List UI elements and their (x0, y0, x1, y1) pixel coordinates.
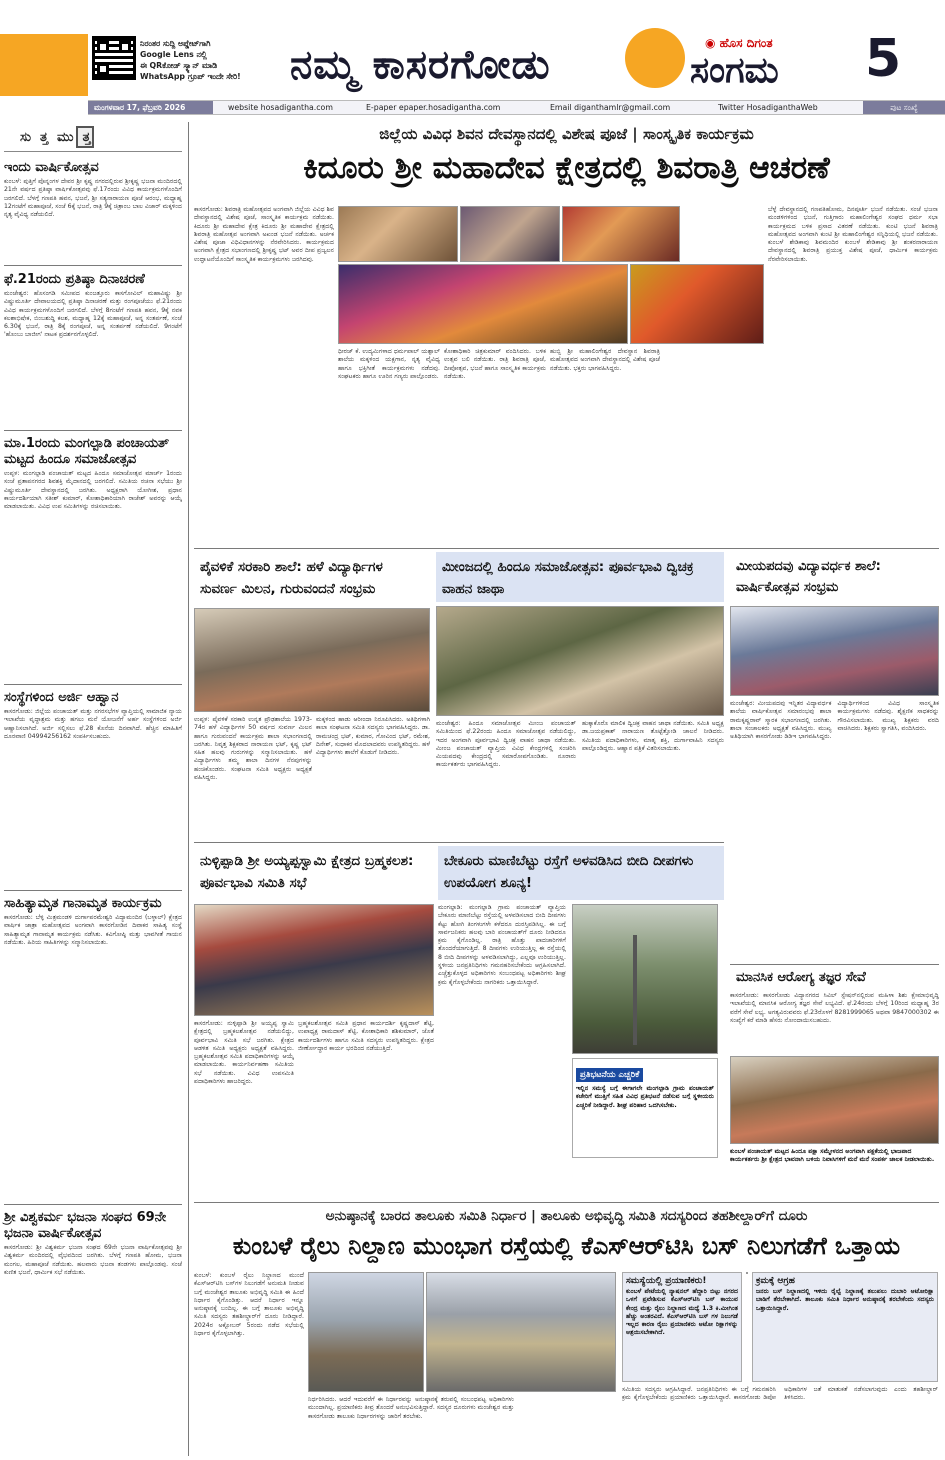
lead-body-col1: ಕಾಸರಗೋಡು: ಶಿವರಾತ್ರಿ ಮಹೋತ್ಸವದ ಅಂಗವಾಗಿ ಜಿಲ್ಲೆಯ ವಿವಿಧ ಶಿವ ದೇವಸ್ಥಾನದಲ್ಲಿ ವಿಶೇಷ ಪೂಜೆ, ಸಾಂಸ್ಕೃತಿಕ ಕಾರ್ಯಕ್ರಮ ನಡೆಯಿತು. ಕಿದೂರು ಶ್ರೀ ಮಹಾದೇವ ಕ್ಷೇತ್ರ ಕಿದೂರು ಶ್ರೀ ಮಹಾದೇವ ಕ್ಷೇತ್ರದಲ್ಲಿ ಶಿವರಾತ್ರಿ ಮಹೋತ್ಸವ ಅಂಗವಾಗಿ ಅಖಂಡ ಭಜನೆ ನಡೆಯಿತು. ಅರ್ಚಕ ವಿಶೇಷ ಪೂಜಾ ವಿಧಿವಿಧಾನಗಳನ್ನು ನೆರವೇರಿಸಿದರು. ಕಾರ್ಯಕ್ರಮದ ಅಂಗವಾಗಿ ಕ್ಷೇತ್ರದ ಸಭಾಂಗಣದಲ್ಲಿ ಶ್ರೀಕೃಷ್ಣ ಭಟ್ ಅವರ ದೀಪ ಪ್ರಜ್ವಲನ ಉದ್ಘಾಟನೆಯೊಂದಿಗೆ ಸಾಂಸ್ಕೃತಿಕ ಕಾರ್ಯಕ್ರಮಗಳು ಜರಗಿದವು. (194, 206, 334, 263)
left-column (4, 122, 184, 1456)
meeting-photo (194, 904, 434, 1016)
bottom-headline: ಕುಂಬಳೆ ರೈಲು ನಿಲ್ದಾಣ ಮುಂಭಾಗ ರಸ್ತೆಯಲ್ಲಿ ಕೆಎಸ್ಆರ್‌ಟಿಸಿ ಬಸ್ ನಿಲುಗಡೆಗೆ ಒತ್ತಾಯ (232, 1232, 901, 1260)
section-title (4, 126, 182, 152)
item-body: ಕಾಸರಗೋಡು: ಜಿಲ್ಲೆಯ ಪಂಚಾಯತ್ ಮತ್ತು ನಗರಸಭೆಗಳ ವ್ಯಾಪ್ತಿಯಲ್ಲಿ ಸಾಮಾಜಿಕ ನ್ಯಾಯ ಇಲಾಖೆಯ ವೃದ್ಧಾಶ್ರಮ ಮತ್ತು ಹಗಲು ಮನೆ ಯೋಜನೆಗೆ ಅರ್ಹ ಸಂಸ್ಥೆಗಳಿಂದ ಅರ್ಜಿ ಆಹ್ವಾನಿಸಲಾಗಿದೆ. ಅರ್ಜಿ ಸಲ್ಲಿಸಲು ಫೆ.28 ಕೊನೆಯ ದಿನವಾಗಿದೆ. ಹೆಚ್ಚಿನ ಮಾಹಿತಿಗೆ ದೂರವಾಣಿ 04994256162 ಸಂಪರ್ಕಿಸಬಹುದು. (4, 708, 182, 740)
warning-box (572, 1058, 718, 1158)
qr-line: Google Lens ನಲ್ಲಿ (140, 50, 207, 59)
health-heading: ಮಾನಸಿಕ ಆರೋಗ್ಯ ತಜ್ಞರ ಸೇವೆ (730, 966, 939, 990)
warning-title: ಪ್ರತಿಭಟನೆಯ ಎಚ್ಚರಿಕೆ (576, 1068, 643, 1082)
email-link[interactable]: Email diganthamlr@gmail.com (550, 103, 671, 112)
lead-body-col2: ಧೀರಜ್ ಕೆ. ಉದ್ಯಮಿಗಳಾದ ಧರ್ಮಪಾಲ್ ಯಶ್ಪಾಲ್ ಶಾಲೆಯ ಮಕ್ಕಳಿಂದ ಯಕ್ಷಗಾನ, ನೃತ್ಯ ವೈವಿಧ್ಯ ಹಾಗೂ ಭಕ್ತಿಗೀತೆ ಕಾರ್ಯಕ್ರಮಗಳು ನಡೆದವು. ಸಂಘಟಕರು ಹಾಗೂ ಊರಿನ ಗಣ್ಯರು ಪಾಲ್ಗೊಂಡರು. (338, 348, 440, 380)
masthead-title: ನಮ್ಮ ಕಾಸರಗೋಡು (290, 42, 551, 88)
item-body: ಕಾಸರಗೋಡು: ಶ್ರೀ ವಿಶ್ವಕರ್ಮ ಭಜನಾ ಸಂಘದ 69ನೇ ಭಜನಾ ವಾರ್ಷಿಕೋತ್ಸವವು ಶ್ರೀ ವಿಶ್ವಕರ್ಮ ಮಂದಿರದಲ್ಲಿ ವೈಭವದಿಂದ ಜರಗಿತು. ಬೆಳಗ್ಗೆ ಗಣಪತಿ ಹೋಮ, ಭಜನಾ ಮಂಗಲ, ಮಹಾಪೂಜೆ ನಡೆಯಿತು. ಹಲವಾರು ಭಜನಾ ತಂಡಗಳು ಪಾಲ್ಗೊಂಡವು. ಸಂಜೆ ಕುಣಿತ ಭಜನೆ, ಧಾರ್ಮಿಕ ಸಭೆ ನಡೆಯಿತು. (4, 1244, 182, 1276)
qr-line: ನಿರಂತರ ಸುದ್ದಿ ಅಪ್ಡೇಟ್‌ಗಾಗಿ (140, 39, 211, 48)
section-divider (194, 1202, 939, 1203)
column-divider (188, 122, 189, 1456)
divider (4, 1204, 182, 1205)
lead-body-col4: ಹುಬ್ಬಿ ಶ್ರೀ ಮಹಾಲಿಂಗೇಶ್ವರ ದೇವಸ್ಥಾನ ಶಿವರಾತ್ರಿ ಮಹೋತ್ಸವದ ಅಂಗವಾಗಿ ದೇವಸ್ಥಾನದಲ್ಲಿ ವಿಶೇಷ ಪೂಜೆ ನಡೆಯಿತು. ಭಕ್ತರು ಭಾಗವಹಿಸಿದ್ದರು. (550, 348, 660, 372)
item-body: ಮಂಜೇಶ್ವರ: ಹೊಸಂಗಡಿ ಸಮೀಪದ ಕುಂಜತ್ತೂರು ಕಾಸಗೋವಿಲ್ ಮಹಾವಿಷ್ಣು ಶ್ರೀ ವಿಷ್ಣುಮೂರ್ತಿ ದೇವಾಲಯದಲ್ಲಿ ಪ್ರತಿಷ್ಠಾ ದಿನಾಚರಣೆ ಮತ್ತು ರಂಗಪೂಜೆಯು ಫೆ.21ರಂದು ವಿವಿಧ ಕಾರ್ಯಕ್ರಮಗಳೊಂದಿಗೆ ಜರಗಲಿದೆ. ಬೆಳಗ್ಗೆ 8ಗಂಟೆಗೆ ಗಣಪತಿ ಹವನ, 9ಕ್ಕೆ ನವಕ ಕಲಶಾಭಿಷೇಕ, ಬಿಂಬಶುದ್ಧಿ ಕಲಶ, ಮಧ್ಯಾಹ್ನ 12ಕ್ಕೆ ಮಹಾಪೂಜೆ, ಅನ್ನ ಸಂತರ್ಪಣೆ, ಸಂಜೆ 6.30ಕ್ಕೆ ಭಜನೆ, ರಾತ್ರಿ 8ಕ್ಕೆ ರಂಗಪೂಜೆ, ಅನ್ನ ಸಂತರ್ಪಣೆ ನಡೆಯಲಿದೆ. 9ಗಂಟೆಗೆ 'ಹೊಂಬು ಬಾಜೀಗ' ನಾಟಕ ಪ್ರದರ್ಶನಗೊಳ್ಳಲಿದೆ. (4, 290, 182, 339)
divider (4, 265, 182, 266)
story-body: ಮಂಜೇಶ್ವರ: ಹಿಂದೂ ಸಮಾಜೋತ್ಸವ ಮೀಂಜ ಪಂಚಾಯತ್ ಸಮಿತಿಯಿಂದ ಫೆ.22ರಂದು ಹಿಂದೂ ಸಮಾಜೋತ್ಸವ ನಡೆಯಲಿದ್ದು, ಇದರ ಅಂಗವಾಗಿ ಪೂರ್ವಭಾವಿ ದ್ವಿಚಕ್ರ ವಾಹನ ಜಾಥಾ ನಡೆಯಿತು. ಮೀಂಜ ಪಂಚಾಯತ್ ವ್ಯಾಪ್ತಿಯ ವಿವಿಧ ಕೇಂದ್ರಗಳಲ್ಲಿ ಸಂಚರಿಸಿ ಮಿಯಪದವು ಕೇಂದ್ರದಲ್ಲಿ ಸಮಾರೋಪಗೊಂಡಿತು. ನೂರಾರು ಕಾರ್ಯಕರ್ತರು ಭಾಗವಹಿಸಿದ್ದರು. (436, 720, 576, 769)
divider (4, 890, 182, 891)
story-headline: ಮೀಯಪದವು ವಿದ್ಯಾವರ್ಧಕ ಶಾಲೆ: ವಾರ್ಷಿಕೋತ್ಸವ ಸಂಭ್ರಮ (730, 552, 939, 602)
health-body: ಕಾಸರಗೋಡು: ಕಾಸರಗೋಡು ವಿದ್ಯಾನಗರದ ಸಿವಿಲ್ ಸ್ಟೇಷನ್‌ನಲ್ಲಿರುವ ಮಹಿಳಾ ಶಿಶು ಕ್ಷೇಮಾಭಿವೃದ್ಧಿ ಇಲಾಖೆಯಲ್ಲಿ ಮಾನಸಿಕ ಆರೋಗ್ಯ ತಜ್ಞರ ಸೇವೆ ಲಭ್ಯವಿದೆ. ಫೆ.24ರಂದು ಬೆಳಗ್ಗೆ 10ರಿಂದ ಮಧ್ಯಾಹ್ನ 3ರ ವರೆಗೆ ಸೇವೆ ಲಭ್ಯ. ಅಗತ್ಯವಿರುವವರು ಫೆ.23ರೊಳಗೆ 8281999065 ಅಥವಾ 9847000302 ಈ ಸಂಖ್ಯೆಗೆ ಕರೆ ಮಾಡಿ ಹೆಸರು ನೋಂದಾಯಿಸಬಹುದು. (730, 992, 939, 1024)
box-title: ಕ್ರಮಕ್ಕೆ ಆಗ್ರಹ (756, 1276, 795, 1286)
qr-line: WhatsApp ಗ್ರೂಪ್ ಇಂದೇ ಸೇರಿ! (140, 72, 241, 81)
item-heading: ಫೆ.21ರಂದು ಪ್ರತಿಷ್ಠಾ ದಿನಾಚರಣೆ (4, 272, 145, 287)
streetlight-photo (572, 904, 718, 1054)
box-body: ಜನರು ಬಸ್ ನಿಲ್ದಾಣದಲ್ಲಿ ಇಳಿದು ರೈಲ್ವೆ ನಿಲ್ದಾಣಕ್ಕೆ ತಲುಪಲು ದುಬಾರಿ ಆಟೋರಿಕ್ಷಾ ಬಾಡಿಗೆ ತೆರಬೇಕಾಗಿದೆ. ತಾಲೂಕು ಸಮಿತಿ ನಿರ್ಧಾರ ಅನುಷ್ಠಾನಕ್ಕೆ ತರಬೇಕೆಂದು ಸದಸ್ಯರು ಒತ್ತಾಯಿಸಿದ್ದಾರೆ. (756, 1288, 934, 1312)
twitter-link[interactable]: Twitter HosadiganthaWeb (718, 103, 818, 112)
campaign-photo (730, 1056, 939, 1144)
masthead (0, 0, 945, 100)
story-body: ಮಕ್ಕಳಿಂದ ಹಾಡು ಆರೀಂದಾ ನಿರೂಪಿಸಿದರು. ಅತಿಥಿಗಳಾಗಿ ಕಾಲಾ ಸಂಘಟನಾ ಸಮಿತಿ ಸದಸ್ಯರು ಭಾಗವಹಿಸಿದ್ದರು. ಡಾ. ರಾಮಚಂದ್ರ ಭಟ್, ಕುಮಾರ, ಗೋವಿಂದ ಭಟ್, ರಮೇಶ, ದಿನೇಶ್, ಸುಧಾಕರ ಮೊದಲಾದವರು ಉಪಸ್ಥಿತರಿದ್ದರು. ಹಳೆ ವಿದ್ಯಾರ್ಥಿಗಳು ಶಾಲೆಗೆ ಕೊಡುಗೆ ನೀಡಿದರು. (316, 716, 430, 757)
supplement-circle (625, 28, 685, 88)
left-item (4, 160, 182, 270)
website-link[interactable]: website hosadigantha.com (228, 103, 333, 112)
item-heading: ಸಾಹಿತ್ಯಾಮೃತ ಗಾನಾಮೃತ ಕಾರ್ಯಕ್ರಮ (4, 896, 162, 911)
brand-icon: ◉ (705, 36, 720, 50)
date-bar (88, 100, 945, 115)
lead-kicker: ಜಿಲ್ಲೆಯ ವಿವಿಧ ಶಿವನ ದೇವಸ್ಥಾನದಲ್ಲಿ ವಿಶೇಷ ಪೂಜೆ | ಸಾಂಸ್ಕೃತಿಕ ಕಾರ್ಯಕ್ರಮ (379, 125, 754, 143)
story-body: ಬ್ರಹ್ಮಕಲಶೋತ್ಸವ ಸಮಿತಿ ಪ್ರಧಾನ ಕಾರ್ಯದರ್ಶಿ ಕೃಷ್ಣದಾಸ್ ಶೆಟ್ಟಿ, ಉಪಾಧ್ಯಕ್ಷ ರಾಮದಾಸ್ ಶೆಟ್ಟಿ, ಕೋಶಾಧಿಕಾರಿ ಶಶಿಕುಮಾರ್, ಜೊತೆ ಕಾರ್ಯದರ್ಶಿಗಳು ಹಾಗೂ ಸಮಿತಿ ಸದಸ್ಯರು ಉಪಸ್ಥಿತರಿದ್ದರು. ಕ್ಷೇತ್ರದ ಜೀರ್ಣೋದ್ಧಾರ ಕಾರ್ಯ ಭರದಿಂದ ನಡೆಯುತ್ತಿದೆ. (298, 1020, 434, 1052)
item-heading: ಇಂದು ವಾರ್ಷಿಕೋತ್ಸವ (4, 160, 99, 175)
lead-photo-ceremony (338, 206, 458, 262)
left-item (4, 436, 182, 676)
story-headline: ಬೇಕೂರು ಮಾಣಿಬೆಟ್ಟು ರಸ್ತೆಗೆ ಅಳವಡಿಸಿದ ಬೀದಿ ದೀಪಗಳು ಉಪಯೋಗ ಶೂನ್ಯ! (438, 846, 724, 900)
left-item (4, 1210, 182, 1430)
item-body: ಉಪ್ಪಳ: ಮಂಗಲ್ಪಾಡಿ ಪಂಚಾಯತ್ ಮಟ್ಟದ ಹಿಂದೂ ಸಮಾಜೋತ್ಸವ ಮಾರ್ಚ್ 1ರಂದು ಸಂಜೆ ಪ್ರತಾಪನಗರದ ಶಿವಶಕ್ತಿ ಮೈದಾನದಲ್ಲಿ ಜರಗಲಿದೆ. ಸಮಿತಿಯ ರಚನಾ ಸಭೆಯು ಶ್ರೀ ವಿಷ್ಣುಮೂರ್ತಿ ದೇವಸ್ಥಾನದಲ್ಲಿ ಜರಗಿತು. ಅಧ್ಯಕ್ಷರಾಗಿ ಯೋಗೀಶ, ಪ್ರಧಾನ ಕಾರ್ಯದರ್ಶಿಯಾಗಿ ಸತೀಶ್ ಕುಮಾರ್, ಕೋಶಾಧಿಕಾರಿಯಾಗಿ ರಾಜೇಶ್ ಅವರನ್ನು ಆಯ್ಕೆ ಮಾಡಲಾಯಿತು. ವಿವಿಧ ಉಪ ಸಮಿತಿಗಳನ್ನು ರಚಿಸಲಾಯಿತು. (4, 470, 182, 511)
item-heading: ಮಾ.1ರಂದು ಮಂಗಲ್ಪಾಡಿ ಪಂಚಾಯತ್ ಮಟ್ಟದ ಹಿಂದೂ ಸಮಾಜೋತ್ಸವ (4, 436, 170, 467)
lead-photo-dancers (338, 264, 628, 344)
lead-body-col5: ಬೆಳ್ಳೆ ದೇವಸ್ಥಾನದಲ್ಲಿ ಗಣಪತಿಹೋಮ, ದಿನಪೂರ್ತಿ ಭಜನೆ ನಡೆಯಿತು. ಸಂಜೆ ಭಜನಾ ಮಂಡಳಿಗಳಿಂದ ಭಜನೆ, ಗುತ್ತಿಗಾರು ಮಹಾಲಿಂಗೇಶ್ವರ ಸಂಘದ ಧರ್ಮ ಸಭಾ ಕಾರ್ಯಕ್ರಮದ ಬಳಿಕ ಪ್ರಸಾದ ವಿತರಣೆ ನಡೆಯಿತು. ಕುಂಟಿ ಭಜನೆ ಶಿವರಾತ್ರಿ ಮಹೋತ್ಸವದ ಅಂಗವಾಗಿ ಕುಂಟಿ ಶ್ರೀ ಮಹಾಲಿಂಗೇಶ್ವರ ಸನ್ನಿಧಿಯಲ್ಲಿ ಭಜನೆ ನಡೆಯಿತು. ಕುಂಬಳೆ ಶೇಡಿಕಾವು ಶಿವಮಂದಿರ ಕುಂಬಳೆ ಶೇಡಿಕಾವು ಶ್ರೀ ಶಂಕರನಾರಾಯಣ ದೇವಸ್ಥಾನದಲ್ಲಿ ಶಿವರಾತ್ರಿ ಪ್ರಯುಕ್ತ ವಿಶೇಷ ಪೂಜೆ, ಧಾರ್ಮಿಕ ಕಾರ್ಯಕ್ರಮ ನೆರವೇರಿಸಲಾಯಿತು. (768, 206, 938, 263)
section-divider (194, 842, 724, 843)
divider (4, 684, 182, 685)
date: ಮಂಗಳವಾರ 17, ಫೆಬ್ರವರಿ 2026 (88, 101, 213, 114)
left-item (4, 272, 182, 408)
bottom-body-col5: ಸಮಿತಿಯ ಸದಸ್ಯರು ಆಗ್ರಹಿಸಿದ್ದಾರೆ. ಜನಪ್ರತಿನಿಧಿಗಳು ಈ ಬಗ್ಗೆ ಗಮನಹರಿಸಿ ಕ್ರಮ ಕೈಗೊಳ್ಳಬೇಕೆಂದು ಪ್ರಯಾಣಿಕರು ಒತ್ತಾಯಿಸಿದ್ದಾರೆ. ಕಾಸರಗೋಡು ಡಿಪೋ ಅಧಿಕಾರಿಗಳ ಜತೆ ಮಾತುಕತೆ ನಡೆಸಲಾಗುವುದು ಎಂದು ತಹಶೀಲ್ದಾರ್ ತಿಳಿಸಿದರು. (622, 1386, 938, 1402)
lead-body-col3: ಕೋಶಾಧಿಕಾರಿ ಚಿತ್ರಕುಮಾರ್ ವಂದಿಸಿದರು. ಬಳಿಕ ಉತ್ಸವ ಬಲಿ ನಡೆಯಿತು. ರಾತ್ರಿ ಶಿವರಾತ್ರಿ ಪೂಜೆ, ದೀಪೋತ್ಸವ, ಭಜನೆ ಹಾಗೂ ಸಾಂಸ್ಕೃತಿಕ ಕಾರ್ಯಕ್ರಮ ನಡೆಯಿತು. (444, 348, 546, 380)
story-body: ಮಂಗಲ್ಪಾಡಿ: ಮಂಗಲ್ಪಾಡಿ ಗ್ರಾಮ ಪಂಚಾಯತ್ ವ್ಯಾಪ್ತಿಯ ಬೇಕೂರು ಮಾಣಿಬೆಟ್ಟು ರಸ್ತೆಯಲ್ಲಿ ಅಳವಡಿಸಲಾದ ಬೀದಿ ದೀಪಗಳು ಕೆಟ್ಟು ಹೋಗಿ ತಿಂಗಳುಗಳೇ ಕಳೆದರೂ ದುರಸ್ತಿಪಡಿಸಿಲ್ಲ. ಈ ಬಗ್ಗೆ ಸಾರ್ವಜನಿಕರು ಹಲವು ಬಾರಿ ಪಂಚಾಯತ್‌ಗೆ ದೂರು ನೀಡಿದರೂ ಕ್ರಮ ಕೈಗೊಂಡಿಲ್ಲ. ರಾತ್ರಿ ಹೊತ್ತು ಪಾದಚಾರಿಗಳಿಗೆ ತೊಂದರೆಯಾಗುತ್ತಿದೆ. 8 ದೀಪಗಳು ಉರಿಯುತ್ತಿಲ್ಲ ಈ ರಸ್ತೆಯಲ್ಲಿ 8 ಬೀದಿ ದೀಪಗಳನ್ನು ಅಳವಡಿಸಲಾಗಿದ್ದು, ಎಲ್ಲವೂ ಉರಿಯುತ್ತಿಲ್ಲ. ಸ್ಥಳೀಯ ಜನಪ್ರತಿನಿಧಿಗಳು ಗಮನಹರಿಸಬೇಕೆಂದು ಆಗ್ರಹಿಸಲಾಗಿದೆ. ಎಚ್ಚೆತ್ತುಕೊಳ್ಳದ ಅಧಿಕಾರಿಗಳು ಸಂಬಂಧಪಟ್ಟ ಅಧಿಕಾರಿಗಳು ಶೀಘ್ರ ಕ್ರಮ ಕೈಗೊಳ್ಳಬೇಕೆಂದು ನಾಗರಿಕರು ಒತ್ತಾಯಿಸಿದ್ದಾರೆ. (438, 904, 566, 986)
box-title: ಸಮಸ್ಯೆಯಲ್ಲಿ ಪ್ರಯಾಣಿಕರು! (626, 1276, 707, 1286)
lamp-post-icon (633, 935, 637, 1045)
lead-photo-audience (460, 206, 560, 262)
section-divider (730, 964, 939, 965)
item-heading: ಸಂಸ್ಥೆಗಳಿಂದ ಅರ್ಜಿ ಆಹ್ವಾನ (4, 690, 119, 705)
bottom-kicker: ಅನುಷ್ಠಾನಕ್ಕೆ ಬಾರದ ತಾಲೂಕು ಸಮಿತಿ ನಿರ್ಧಾರ | ತಾಲೂಕು ಅಭಿವೃದ್ಧಿ ಸಮಿತಿ ಸದಸ್ಯರಿಂದ ತಹಶೀಲ್ದಾರ್‌ಗೆ ದೂರು (325, 1208, 808, 1224)
bottom-body-col1: ಕುಂಬಳೆ: ಕುಂಬಳೆ ರೈಲು ನಿಲ್ದಾಣದ ಮುಂದೆ ಕೆಎಸ್ಆರ್‌ಟಿಸಿ ಬಸ್‌ಗಳ ನಿಲುಗಡೆಗೆ ಅನುಮತಿ ನೀಡುವ ಬಗ್ಗೆ ಮಂಜೇಶ್ವರ ತಾಲೂಕು ಅಭಿವೃದ್ಧಿ ಸಮಿತಿ ಈ ಹಿಂದೆ ನಿರ್ಧಾರ ಕೈಗೊಂಡಿತ್ತು. ಆದರೆ ನಿರ್ಧಾರ ಇನ್ನೂ ಅನುಷ್ಠಾನಕ್ಕೆ ಬಂದಿಲ್ಲ. ಈ ಬಗ್ಗೆ ತಾಲೂಕು ಅಭಿವೃದ್ಧಿ ಸಮಿತಿ ಸದಸ್ಯರು ತಹಶೀಲ್ದಾರ್‌ಗೆ ದೂರು ನೀಡಿದ್ದಾರೆ. 2024ರ ಅಕ್ಟೋಬರ್ 5ರಂದು ನಡೆದ ಸಭೆಯಲ್ಲಿ ನಿರ್ಧಾರ ಕೈಗೊಳ್ಳಲಾಗಿತ್ತು. (194, 1272, 304, 1338)
story-headline: ಮೀಂಜದಲ್ಲಿ ಹಿಂದೂ ಸಮಾಜೋತ್ಸವ: ಪೂರ್ವಭಾವಿ ದ್ವಿಚಕ್ರ ವಾಹನ ಜಾಥಾ (436, 552, 724, 602)
problem-box (622, 1272, 742, 1382)
qr-line: ಈ QRಕೋಡ್ ಸ್ಕ್ಯಾನ್ ಮಾಡಿ (140, 61, 218, 70)
demand-box (752, 1272, 938, 1382)
qr-code (92, 36, 136, 80)
warning-body: ಇಲ್ಲಿನ ಸಮಸ್ಯೆ ಬಗ್ಗೆ ಈಗಾಗಲೇ ಮಂಗಲ್ಪಾಡಿ ಗ್ರಾಮ ಪಂಚಾಯತ್ ಕಚೇರಿಗೆ ಮುತ್ತಿಗೆ ಸಹಿತ ವಿವಿಧ ಪ್ರತಿಭಟನೆ ನಡೆಸುವ ಬಗ್ಗೆ ಸ್ಥಳೀಯರು ಎಚ್ಚರಿಕೆ ನೀಡಿದ್ದಾರೆ. ಶೀಘ್ರ ಪರಿಹಾರ ಒದಗಿಸಬೇಕು. (576, 1085, 714, 1109)
story-headline: ಪೈವಳಿಕೆ ಸರಕಾರಿ ಶಾಲೆ: ಹಳೆ ವಿದ್ಯಾರ್ಥಿಗಳ ಸುವರ್ಣ ಮಿಲನ, ಗುರುವಂದನೆ ಸಂಭ್ರಮ (194, 552, 430, 604)
divider (4, 430, 182, 431)
bus-photo (746, 1272, 748, 1274)
page-number: 5 (865, 29, 902, 89)
left-item (4, 690, 182, 868)
qr-instructions (140, 38, 260, 82)
road-photo (426, 1272, 616, 1392)
lead-photo-deity (630, 264, 764, 344)
section-title-text: ಸುತ್ತಮುತ್ತ (20, 130, 100, 145)
page-tag: ಪುಟ ಸಂಖ್ಯೆ (863, 101, 945, 114)
reunion-photo (194, 608, 430, 712)
lead-headline: ಕಿದೂರು ಶ್ರೀ ಮಹಾದೇವ ಕ್ಷೇತ್ರದಲ್ಲಿ ಶಿವರಾತ್ರಿ ಆಚರಣೆ (303, 150, 830, 186)
epaper-link[interactable]: E-paper epaper.hosadigantha.com (366, 103, 501, 112)
bottom-body-col2: ನಿರ್ಧರಿಸಿದರು. ಆದರೆ ಇದುವರೆಗೆ ಈ ನಿರ್ಧಾರವನ್ನು ಅನುಷ್ಠಾನಕ್ಕೆ ತರುವಲ್ಲಿ ಸಂಬಂಧಪಟ್ಟ ಅಧಿಕಾರಿಗಳು ಮುಂದಾಗಿಲ್ಲ. ಪ್ರಯಾಣಿಕರು ತೀವ್ರ ತೊಂದರೆ ಅನುಭವಿಸುತ್ತಿದ್ದಾರೆ. ಸದಸ್ಯರ ದೂರುಗಳು ಮಂಜೇಶ್ವರ ಮತ್ತು ಕಾಸರಗೋಡು ತಾಲೂಕು ನಿರ್ಧಾರಗಳನ್ನು ಜಾರಿಗೆ ತರಬೇಕು. (308, 1396, 514, 1420)
section-divider (194, 548, 939, 549)
supplement-name: ಸಂಗಮ (690, 50, 779, 91)
story-box (730, 552, 939, 842)
story-body: ಕಾಸರಗೋಡು: ನುಳ್ಳಿಪ್ಪಾಡಿ ಶ್ರೀ ಅಯ್ಯಪ್ಪ ಸ್ವಾಮಿ ಕ್ಷೇತ್ರದಲ್ಲಿ ಬ್ರಹ್ಮಕಲಶೋತ್ಸವ ನಡೆಯಲಿದ್ದು, ಪೂರ್ವಭಾವಿ ಸಮಿತಿ ಸಭೆ ಜರಗಿತು. ಕ್ಷೇತ್ರದ ಆಡಳಿತ ಸಮಿತಿ ಅಧ್ಯಕ್ಷರು ಅಧ್ಯಕ್ಷತೆ ವಹಿಸಿದ್ದರು. ಬ್ರಹ್ಮಕಲಶೋತ್ಸವ ಸಮಿತಿ ಪದಾಧಿಕಾರಿಗಳನ್ನು ಆಯ್ಕೆ ಮಾಡಲಾಯಿತು. ಕಾರ್ಯನಿರ್ವಹಣಾ ಸಮಿತಿಯ ಸಭೆ ನಡೆಯಿತು. ವಿವಿಧ ಉಪಸಮಿತಿ ಪದಾಧಿಕಾರಿಗಳು ಹಾಜರಿದ್ದರು. (194, 1020, 294, 1086)
item-heading: ಶ್ರೀ ವಿಶ್ವಕರ್ಮ ಭಜನಾ ಸಂಘದ 69ನೇ ಭಜನಾ ವಾರ್ಷಿಕೋತ್ಸವ (4, 1210, 167, 1241)
item-body: ಕುಂಬಳೆ: ಪುತ್ತಿಗೆ ಪೊನ್ನಂಗಳ ದೇವರ ಶ್ರೀ ಕೃಷ್ಣ ನಗರದಲ್ಲಿರುವ ಶ್ರೀಕೃಷ್ಣ ಭಜನಾ ಮಂದಿರದಲ್ಲಿ 21ನೇ ವರ್ಷದ ಪ್ರತಿಷ್ಠಾ ವಾರ್ಷಿಕೋತ್ಸವವು ಫೆ.17ರಂದು ವಿವಿಧ ಕಾರ್ಯಕ್ರಮಗಳೊಂದಿಗೆ ಜರಗಲಿದೆ. ಬೆಳಗ್ಗೆ ಗಣಪತಿ ಹವನ, ಭಜನೆ, ಶ್ರೀ ಸತ್ಯನಾರಾಯಣ ಪೂಜೆ ಆರಂಭ, ಮಧ್ಯಾಹ್ನ 12ಗಂಟೆಗೆ ಮಹಾಪೂಜೆ, ಸಂಜೆ 6ಕ್ಕೆ ಭಜನೆ, ರಾತ್ರಿ 9ಕ್ಕೆ ಚಿತ್ರಾಂಬ ಬಾಲ ವಿಜಾರ್ ಮಕ್ಕಳಿಂದ ನೃತ್ಯ ವೈವಿಧ್ಯ ನಡೆಯಲಿದೆ. (4, 178, 182, 219)
station-photo (308, 1272, 424, 1392)
accent-block (0, 34, 88, 96)
story-body: ಉಪ್ಪಳ: ಪೈವಳಿಕೆ ಸರಕಾರಿ ಉನ್ನತ ಪ್ರೌಢಶಾಲೆಯ 1973-74ರ ಹಳೆ ವಿದ್ಯಾರ್ಥಿಗಳ 50 ವರ್ಷದ ಸುವರ್ಣ ಮಿಲನ ಹಾಗೂ ಗುರುವಂದನೆ ಕಾರ್ಯಕ್ರಮ ಶಾಲಾ ಸಭಾಂಗಣದಲ್ಲಿ ಜರಗಿತು. ನಿವೃತ್ತ ಶಿಕ್ಷಕರಾದ ನಾರಾಯಣ ಭಟ್, ಕೃಷ್ಣ ಭಟ್ ಸಹಿತ ಹಲವು ಗುರುಗಳನ್ನು ಸನ್ಮಾನಿಸಲಾಯಿತು. ಹಳೆ ವಿದ್ಯಾರ್ಥಿಗಳು ತಮ್ಮ ಶಾಲಾ ದಿನಗಳ ನೆನಪುಗಳನ್ನು ಹಂಚಿಕೊಂಡರು. ಸಂಘಟನಾ ಸಮಿತಿ ಅಧ್ಯಕ್ಷರು ಅಧ್ಯಕ್ಷತೆ ವಹಿಸಿದ್ದರು. (194, 716, 312, 782)
story-headline: ನುಳ್ಳಿಪ್ಪಾಡಿ ಶ್ರೀ ಅಯ್ಯಪ್ಪಸ್ವಾಮಿ ಕ್ಷೇತ್ರದ ಬ್ರಹ್ಮಕಲಶ: ಪೂರ್ವಭಾವಿ ಸಮಿತಿ ಸಭೆ (194, 846, 434, 900)
rally-photo (436, 606, 724, 716)
lead-photo-music (562, 206, 680, 262)
school-photo (730, 606, 939, 696)
box-body: ಕುಂಬಳೆ ಪೇಟೆಯಲ್ಲಿ ನ್ಯಾಷನಲ್ ಹೆದ್ದಾರಿ ಬಿಟ್ಟು ನಗರದ ಒಳಗೆ ಪ್ರವೇಶಿಸುವ ಕೆಎಸ್ಆರ್‌ಟಿಸಿ ಬಸ್ ಕಾಯುವ ಕೇಂದ್ರ ಮತ್ತು ರೈಲು ನಿಲ್ದಾಣದ ಮಧ್ಯೆ 1.3 ಕಿ.ಮೀಗಿಂತ ಹೆಚ್ಚು ಅಂತರವಿದೆ. ಕೆಎಸ್ಆರ್‌ಟಿಸಿ ಬಸ್ ಗಳ ನಿಲುಗಡೆ ಇಲ್ಲದ ಕಾರಣ ರೈಲು ಪ್ರಯಾಣಿಕರು ಆಟೋ ರಿಕ್ಷಾಗಳನ್ನು ಆಶ್ರಯಿಸಬೇಕಾಗಿದೆ. (626, 1288, 738, 1337)
campaign-caption: ಕುಂಬಳೆ ಪಂಚಾಯತ್ ಮಟ್ಟದ ಹಿಂದೂ ಪಕ್ಷಾ ಸಮ್ಮೇಳನದ ಅಂಗವಾಗಿ ಪಕ್ಷಕೆಯಲ್ಲಿ ಭಾಜಪಾದ ಕಾರ್ಯಕರ್ತರು ಶ್ರೀ ಕ್ಷೇತ್ರದ ಭಾವನಾಗಿ ಬಳಿಯ ನಿವಾಸಿಗಳಿಗೆ ಮನೆ ಮನೆ ಸಂಪರ್ಕ ಜಾಲಕ ನೀಡಲಾಯಿತು. (730, 1148, 935, 1163)
left-item (4, 896, 182, 1194)
item-body: ಕಾಸರಗೋಡು: ಬೆಳ್ಳಿ ಮಿತ್ರಮಂಡಳಿ ದುರ್ಗಾಪರಮೇಶ್ವರಿ ವಿದ್ಯಾಮಂದಿರ (ಬಳ್ಳಾಲ್) ಕ್ಷೇತ್ರದ ವಾರ್ಷಿಕ ಜಾತ್ರಾ ಮಹೋತ್ಸವದ ಅಂಗವಾಗಿ ಕಾಸರಗೋಡಿನ ದಿವಾಕರ ಸಾಹಿತ್ಯ ಸಂಸ್ಥೆ ಸಾಹಿತ್ಯಾಮೃತ ಗಾನಾಮೃತ ಕಾರ್ಯಕ್ರಮ ನಡೆಸಿತು. ಕವಿಗೋಷ್ಠಿ ಮತ್ತು ಭಾವಗೀತೆ ಗಾಯನ ನಡೆಯಿತು. ಹಿರಿಯ ಸಾಹಿತಿಗಳನ್ನು ಸನ್ಮಾನಿಸಲಾಯಿತು. (4, 914, 182, 946)
story-body: ಹುಕ್ಕಾಕೊರೊ ಮಾಲಿಕ ದ್ವಿಚಕ್ರ ವಾಹನ ಜಾಥಾ ನಡೆಯಿತು. ಸಮಿತಿ ಅಧ್ಯಕ್ಷ ಡಾ.ಜಯಪ್ರಕಾಶ್ ನಾರಾಯಣ ತೊಟ್ಟೆತ್ತೋಡಿ ಚಾಲನೆ ನೀಡಿದರು. ಸಮಿತಿಯ ಪದಾಧಿಕಾರಿಗಳು, ಮಾತೃ ಶಕ್ತಿ, ದುರ್ಗಾವಾಹಿನಿ ಸದಸ್ಯರು ಪಾಲ್ಗೊಂಡಿದ್ದರು. ಆಹ್ವಾನ ಪತ್ರಿಕೆ ವಿತರಿಸಲಾಯಿತು. (582, 720, 724, 752)
story-box (436, 552, 724, 842)
brand-label: ಹೊಸ ದಿಗಂತ (719, 36, 773, 50)
story-body: ಮಂಜೇಶ್ವರ: ಮೀಯಪದವು ಇನ್ನಿತರ ವಿದ್ಯಾವರ್ಧಕ ಶಾಲೆಯ ವಾರ್ಷಿಕೋತ್ಸವ ಸಮಾರಂಭವು ಶಾಲಾ ರಾಮಕೃಷ್ಣರಾವ್ ಸ್ಮಾರಕ ಸಭಾಂಗಣದಲ್ಲಿ ಜರಗಿತು. ಶಾಲಾ ಸಂಚಾಲಕರು ಅಧ್ಯಕ್ಷತೆ ವಹಿಸಿದ್ದರು. ಮುಖ್ಯ ಅತಿಥಿಯಾಗಿ ಕಾಸರಗೋಡು ಡಿಡಿಇ ಭಾಗವಹಿಸಿದ್ದರು. ವಿದ್ಯಾರ್ಥಿಗಳಿಂದ ವಿವಿಧ ಸಾಂಸ್ಕೃತಿಕ ಕಾರ್ಯಕ್ರಮಗಳು ನಡೆದವು. ಶೈಕ್ಷಣಿಕ ಸಾಧಕರನ್ನು ಗೌರವಿಸಲಾಯಿತು. ಮುಖ್ಯ ಶಿಕ್ಷಕರು ವರದಿ ವಾಚಿಸಿದರು. ಶಿಕ್ಷಕರು ಸ್ವಾಗತಿಸಿ, ವಂದಿಸಿದರು. (730, 700, 939, 741)
